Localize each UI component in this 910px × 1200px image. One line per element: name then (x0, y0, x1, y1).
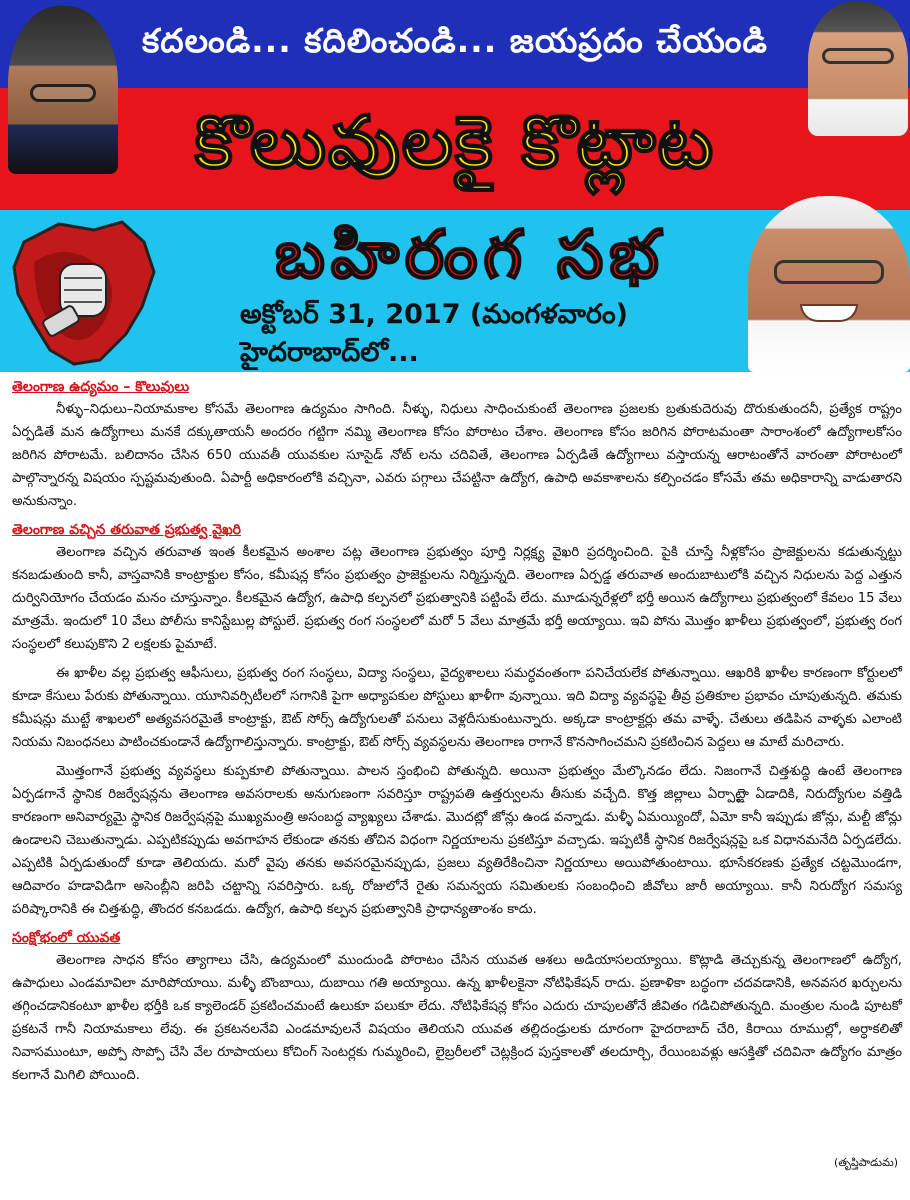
portrait-ambedkar-image (8, 6, 118, 174)
paragraph: ఈ ఖాళీల వల్ల ప్రభుత్వ ఆఫీసులు, ప్రభుత్వ రంగ సంస్థలు, విద్యా సంస్థలు, వైద్యశాలలు సమర్ధవంతంగా పనిచేయలేక పోతున్నాయి. ఆఖరికి ఖాళీల కారణంగా కోర్టులలో కూడా కేసులు పేరుకు పోతున్నాయి. యూనివర్సిటీలలో సగానికి పైగా అధ్యాపకుల పోస్టులు ఖాళీగా వున్నాయి. ఇది విద్యా వ్యవస్థపై తీవ్ర ప్రతికూల ప్రభావం చూపుతున్నది. తమకు కమీషన్లు ముట్టే శాఖలలో అత్యవసరమైతే కాంట్రాక్టు, ఔట్ సోర్స్ ఉద్యోగులతో పనులు వెళ్లదీసుకుంటున్నారు. అక్కడా కాంట్రాక్టర్లు తమ వాళ్ళే. చేతులు తడిపిన వాళ్ళకు ఎలాంటి నియమ నిబంధనలు పాటించకుండానే ఉద్యోగాలిస్తున్నారు. కాంట్రాక్టు, ఔట్ సోర్స్ వ్యవస్థలను తెలంగాణ రాగానే కొనసాగించమని ప్రకటించిన పెద్దలు ఆ మాటే మరిచారు. (12, 666, 902, 750)
glasses-icon (822, 48, 894, 64)
portrait-leader-image (808, 2, 908, 136)
event-date (240, 299, 770, 368)
section-heading: సంక్షోభంలో యువత (12, 930, 121, 946)
paragraph: తెలంగాణ వచ్చిన తరువాత ఇంత కీలకమైన అంశాల పట్ల తెలంగాణ ప్రభుత్వం పూర్తి నిర్లక్ష్య వైఖరి ప్రదర్శించింది. పైకి చూస్తే నీళ్లకోసం ప్రాజెక్టులను కడుతున్నట్టు కనబడుతుంది కానీ, వాస్తవానికి కాంట్రాక్టుల కోసం, కమీషన్ల కోసం ప్రభుత్వం ప్రాజెక్టులను నిర్మిస్తున్నది. తెలంగాణ ఏర్పడ్డ తరువాత అందుబాటులోకి వచ్చిన నిధులను పెద్ద ఎత్తున దుర్వినియోగం చేయడం మనం చూస్తున్నాం. కీలకమైన ఉద్యోగ, ఉపాధి కల్పనలో ప్రభుత్వానికి పట్టింపే లేదు. మూడున్నరేళ్లలో భర్తీ అయిన ఉద్యోగాలు ప్రభుత్వంలో కేవలం 15 వేలు మాత్రమే. ఇందులో 10 వేలు పోలీసు కానిస్టేబుల్ల పోస్టులే. ప్రభుత్వ రంగ సంస్థలలో మరో 5 వేలు మాత్రమే భర్తీ అయ్యాయి. ఇవి పోను మొత్తం ఖాళీలు ప్రభుత్వంలో, ప్రభుత్వ రంగ సంస్థలలో కలుపుకొని 2 లక్షలకు పైమాటే. (12, 545, 902, 652)
glasses-icon (774, 260, 884, 284)
section-heading: తెలంగాణ ఉద్యమం – కొలువులు (12, 379, 190, 395)
article-body (12, 376, 902, 1089)
portrait-speaker-image (748, 196, 910, 372)
slogan-banner (0, 0, 910, 88)
telangana-map-image (4, 212, 164, 372)
paragraph: నీళ్ళు–నిధులు–నియామకాల కోసమే తెలంగాణ ఉద్యమం సాగింది. నీళ్ళు, నిధులు సాధించుకుంటే తెలంగాణ ప్రజలకు బ్రతుకుదెరువు దొరుకుతుందనీ, ప్రత్యేక రాష్ట్రం ఏర్పడితే మన ఉద్యోగాలు మనకే దక్కుతాయనీ అందరం గట్టిగా నమ్మి తెలంగాణ కోసం పోరాటం చేశాం. తెలంగాణ కోసం జరిగిన పోరాటమంతా సారాంశంలో ఉద్యోగాలకోసం జరిగిన పోరాటమే. బలిదానం చేసిన 650 యువతీ యువకుల సూసైడ్ నోట్ లను చదివితే, తెలంగాణ ఏర్పడితే ఉద్యోగాలు వస్తాయన్న ఆరాటంతోనే వారంతా పోరాటంలో పాల్గొన్నారన్న విషయం స్పష్టమవుతుంది. ఏపార్టీ అధికారంలోకి వచ్చినా, ఎవరు పగ్గాలు చేపట్టినా ఉద్యోగ, ఉపాధి అవకాశాలను కల్పించడం కోసమే తమ అధికారాన్ని వాడుతారని అనుకున్నాం. (12, 402, 902, 509)
author-credit: (తృప్తిపాడుమ) (833, 1156, 898, 1169)
sabha-title-text: బహిరంగ సభ (275, 215, 665, 293)
sabha-title (190, 214, 750, 310)
main-title-text: కొలువులకై కొట్లాట (194, 100, 716, 184)
event-date-text: అక్టోబర్ 31, 2017 (మంగళవారం) హైదరాబాద్‌లో... (240, 299, 628, 368)
slogan-text: కదలండి... కదిలించండి... జయప్రదం చేయండి (142, 20, 768, 60)
paragraph: మొత్తంగానే ప్రభుత్వ వ్యవస్థలు కుప్పకూలి పోతున్నాయి. పాలన స్తంభించి పోతున్నది. అయినా ప్రభుత్వం మేల్కొనడం లేదు. నిజంగానే చిత్తశుద్ధి ఉంటే తెలంగాణ ఏర్పడగానే స్థానిక రిజర్వేషన్లను తెలంగాణ అవసరాలకు అనుగుణంగా సవరిస్తూ రాష్ట్రపతి ఉత్తర్వులను తీసుకు వచ్చేది. కొత్త జిల్లాలు ఏర్పాట్లైా ఏడాదికి, నిరుద్యోగుల వత్తిడి కారణంగా అనివార్యమై స్థానిక రిజర్వేషన్లపై ముఖ్యమంత్రి అసంబద్ధ వ్యాఖ్యలు చేశాడు. మొదట్లో జోన్లు ఉండ వన్నాడు. మళ్ళీ ఏమయ్యిందో, ఏమో కానీ ఇప్పుడు జోన్లు, మల్టీ జోన్లు ఉండాలని చెబుతున్నాడు. ఎప్పటికప్పుడు అవగాహన లేకుండా తనకు తోచిన విధంగా నిర్ణయాలను ప్రకటిస్తూ వచ్చాడు. ఇప్పటికీ స్థానిక రిజర్వేషన్లపై ఒక విధానమనేది ఏర్పడలేదు. ఎప్పటికి ఏర్పడుతుందో కూడా తెలియదు. మరో వైపు తనకు అవసరమైనప్పుడు, ప్రజలు వ్యతిరేకించినా నిర్ణయాలు అయిపోతుంటాయి. భూసేకరణకు ప్రత్యేక చట్టమొండగా, ఆదివారం హడావిడిగా అసెంబ్లీని జరిపి చట్టాన్ని సవరిస్తారు. ఒక్క రోజులోనే రైతు సమన్వయ సమితులకు సంబంధించి జీవోలు జారీ అయ్యాయి. కానీ నిరుద్యోగ సమస్య పరిష్కారానికి ఈ చిత్తశుద్ధి, తొందర కనబడదు. ఉద్యోగ, ఉపాధి కల్పన ప్రభుత్వానికి ప్రాధాన్యతాంశం కాదు. (12, 764, 902, 917)
glasses-icon (30, 84, 96, 102)
main-title (105, 98, 805, 204)
paragraph: తెలంగాణ సాధన కోసం త్యాగాలు చేసి, ఉద్యమంలో ముందుండి పోరాటం చేసిన యువత ఆశలు అడియాసలయ్యాయి. కొట్లాడి తెచ్చుకున్న తెలంగాణలో ఉద్యోగ, ఉపాధులు ఎండమావిలా మారిపోయాయి. మళ్ళీ బొంబాయి, దుబాయి గతి అయ్యాయి. ఉన్న ఖాళీలకైనా నోటిఫికేషన్ రాదు. ప్రణాళికా బద్ధంగా చదవడానికి, అనవసర ఖర్చులను తగ్గించడానికంటూ ఖాళీల భర్తీకి ఒక క్యాలెండర్ ప్రకటించమంటే ఉలుకూ పలుకూ లేదు. నోటిఫికేషన్ల కోసం ఎదురు చూపులతోనే జీవితం గడిచిపోతున్నది. మంత్రుల నుండి పూటకో ప్రకటనే గానీ నియామకాలు లేవు. ఈ ప్రకటనలనేవి ఎండమావులనే విషయం తెలియని యువత తల్లిదండ్రులకు దూరంగా హైదరాబాద్ చేరి, కిరాయి రూముల్లో, అర్ధాకలితో నివాసముంటూ, అప్పో సొప్పో చేసి వేల రూపాయలు కోచింగ్ సెంటర్లకు గుమ్మరించి, లైబ్రరీలలో చెట్లక్రింద పుస్తకాలతో తలదూర్చి, రేయింబవళ్లు ఆసక్తితో చదివినా ఉద్యోగం మాత్రం కలగానే మిగిలి పోయింది. (12, 953, 902, 1083)
section-heading: తెలంగాణ వచ్చిన తరువాత ప్రభుత్వ వైఖరి (12, 522, 241, 538)
